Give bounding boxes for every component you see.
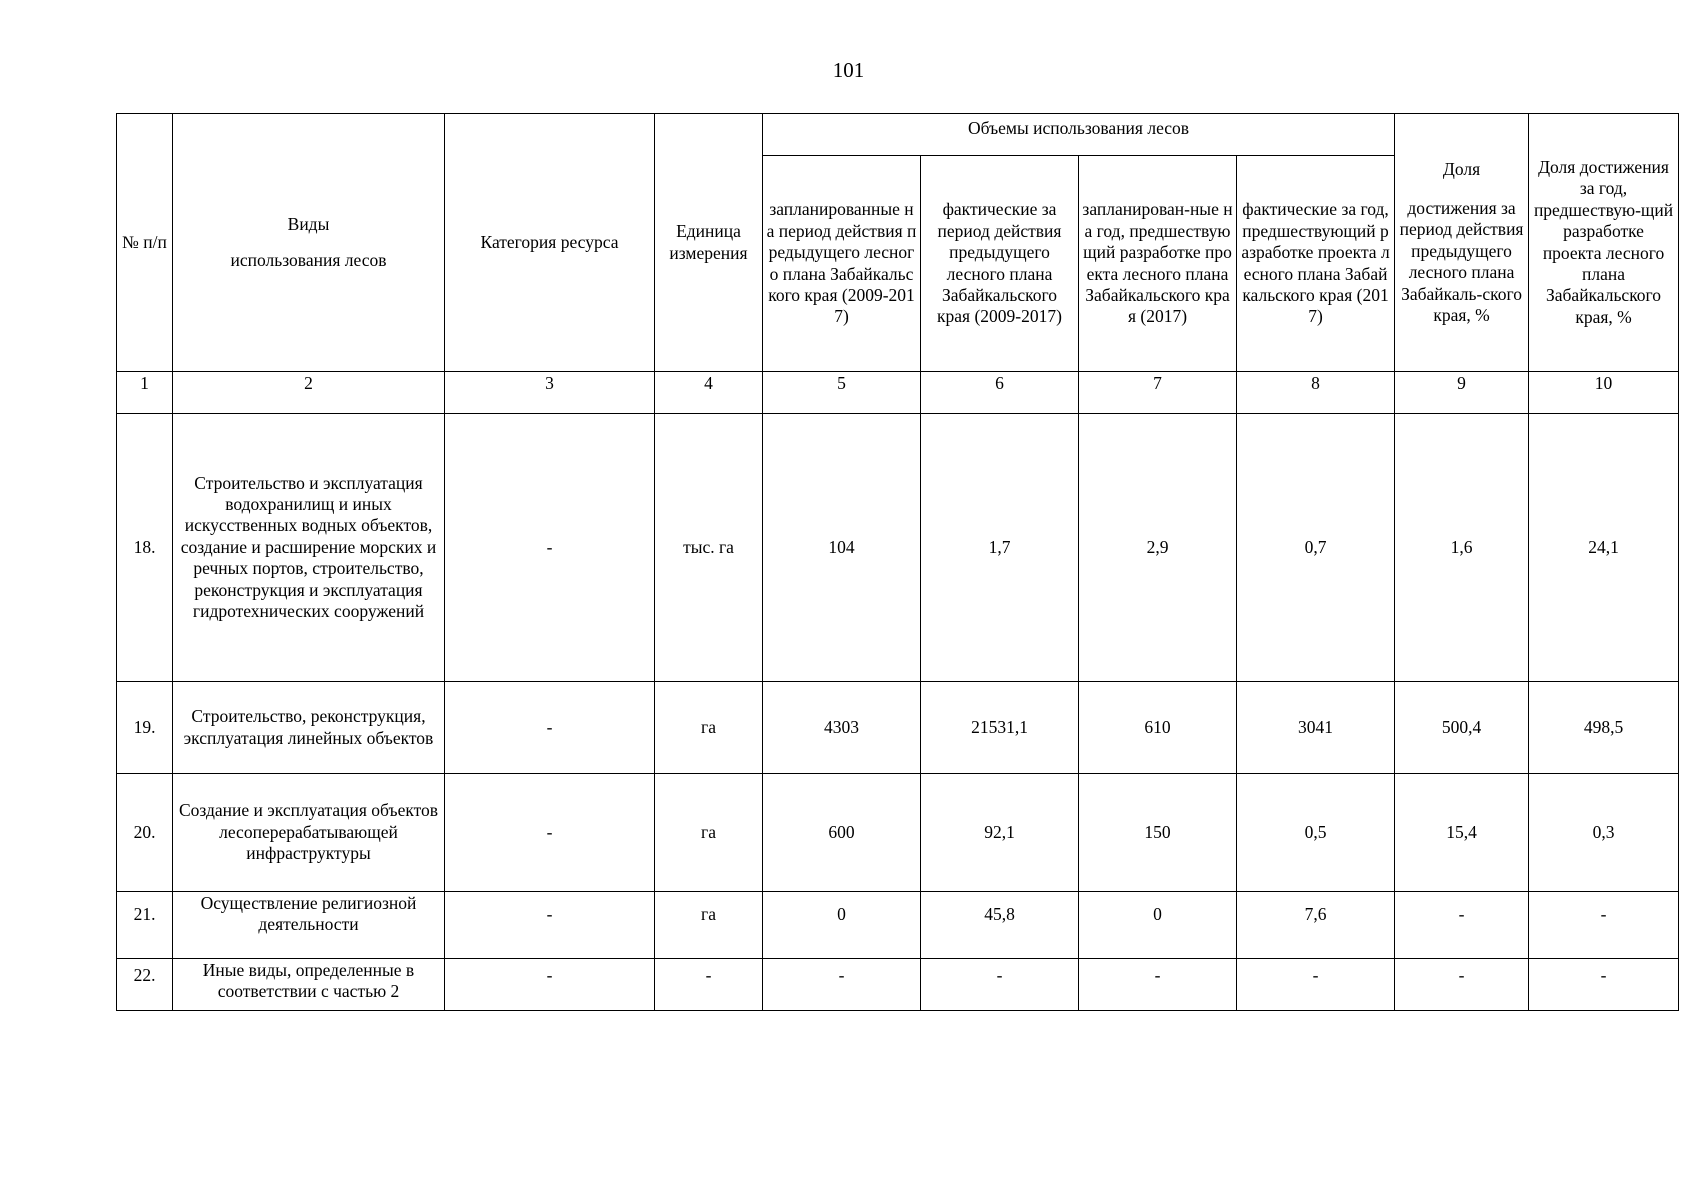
use-type-cell: Строительство, реконструкция, эксплуатация линейных объектов [173, 682, 445, 774]
share-year-cell: 498,5 [1529, 682, 1679, 774]
planned-period-cell: 600 [763, 774, 921, 892]
header-share-period [1395, 114, 1529, 372]
header-share-year: Доля достижения за год, предшествую-щий разработке проекта лесного плана Забайкальского края, % [1529, 114, 1679, 372]
use-type-cell: Осуществление религиозной деятельности [173, 892, 445, 959]
column-number: 1 [117, 372, 173, 414]
category-cell: - [445, 959, 655, 1011]
category-cell: - [445, 892, 655, 959]
actual-year-cell: 3041 [1237, 682, 1395, 774]
use-type-cell: Иные виды, определенные в соответствии с частью 2 [173, 959, 445, 1011]
share-period-cell: - [1395, 892, 1529, 959]
table-row [117, 414, 1679, 682]
column-number: 6 [921, 372, 1079, 414]
actual-period-cell: 1,7 [921, 414, 1079, 682]
actual-period-cell: 45,8 [921, 892, 1079, 959]
column-number: 8 [1237, 372, 1395, 414]
header-share-period-line1: Доля [1442, 158, 1481, 179]
use-type-cell: Строительство и эксплуатация водохранилищ и иных искусственных водных объектов, создание и расширение морских и речных портов, строительство, реконструкция и эксплуатация гидротехнических сооружений [173, 414, 445, 682]
row-number: 20. [117, 774, 173, 892]
actual-period-cell: 21531,1 [921, 682, 1079, 774]
column-number: 4 [655, 372, 763, 414]
column-number: 9 [1395, 372, 1529, 414]
planned-period-cell: 104 [763, 414, 921, 682]
header-actual-period: фактические за период действия предыдущего лесного плана Забайкальского края (2009-2017) [921, 156, 1079, 372]
actual-year-cell: - [1237, 959, 1395, 1011]
header-category: Категория ресурса [445, 114, 655, 372]
share-period-cell: 15,4 [1395, 774, 1529, 892]
row-number: 18. [117, 414, 173, 682]
table-row [117, 774, 1679, 892]
row-number: 19. [117, 682, 173, 774]
column-number: 2 [173, 372, 445, 414]
column-number: 3 [445, 372, 655, 414]
header-planned-period: запланированные на период действия предыдущего лесного плана Забайкальского края (2009-2017) [763, 156, 921, 372]
use-type-cell: Создание и эксплуатация объектов лесоперерабатывающей инфраструктуры [173, 774, 445, 892]
actual-year-cell: 0,5 [1237, 774, 1395, 892]
category-cell: - [445, 774, 655, 892]
table-row [117, 959, 1679, 1011]
column-number: 7 [1079, 372, 1237, 414]
header-actual-year: фактические за год, предшествующий разработке проекта лесного плана Забайкальского края (2017) [1237, 156, 1395, 372]
table-row [117, 892, 1679, 959]
header-planned-year: запланирован-ные на год, предшествующий разработке проекта лесного плана Забайкальского края (2017) [1079, 156, 1237, 372]
header-use-type-line1: Виды [287, 214, 330, 235]
column-number: 10 [1529, 372, 1679, 414]
row-number: 21. [117, 892, 173, 959]
unit-cell: га [655, 682, 763, 774]
category-cell: - [445, 682, 655, 774]
column-numbers-row [117, 372, 1679, 414]
share-period-cell: 1,6 [1395, 414, 1529, 682]
share-year-cell: - [1529, 892, 1679, 959]
planned-year-cell: 150 [1079, 774, 1237, 892]
header-unit: Единица измерения [655, 114, 763, 372]
planned-year-cell: 0 [1079, 892, 1237, 959]
planned-period-cell: 4303 [763, 682, 921, 774]
actual-year-cell: 0,7 [1237, 414, 1395, 682]
planned-year-cell: 610 [1079, 682, 1237, 774]
category-cell: - [445, 414, 655, 682]
header-use-type [173, 114, 445, 372]
planned-period-cell: - [763, 959, 921, 1011]
planned-period-cell: 0 [763, 892, 921, 959]
page-number: 101 [832, 58, 865, 82]
header-row-1 [117, 114, 1679, 156]
share-year-cell: 24,1 [1529, 414, 1679, 682]
share-year-cell: 0,3 [1529, 774, 1679, 892]
share-year-cell: - [1529, 959, 1679, 1011]
actual-year-cell: 7,6 [1237, 892, 1395, 959]
table-row [117, 682, 1679, 774]
forest-use-table [116, 113, 1679, 1011]
actual-period-cell: 92,1 [921, 774, 1079, 892]
header-share-period-line2: достижения за период действия предыдущего лесного плана Забайкаль-ского края, % [1399, 198, 1524, 325]
header-volumes-group: Объемы использования лесов [763, 114, 1395, 156]
unit-cell: - [655, 959, 763, 1011]
unit-cell: тыс. га [655, 414, 763, 682]
unit-cell: га [655, 892, 763, 959]
column-number: 5 [763, 372, 921, 414]
share-period-cell: - [1395, 959, 1529, 1011]
header-use-type-line2: использования лесов [230, 249, 387, 270]
planned-year-cell: 2,9 [1079, 414, 1237, 682]
planned-year-cell: - [1079, 959, 1237, 1011]
share-period-cell: 500,4 [1395, 682, 1529, 774]
unit-cell: га [655, 774, 763, 892]
header-num: № п/п [117, 114, 173, 372]
row-number: 22. [117, 959, 173, 1011]
actual-period-cell: - [921, 959, 1079, 1011]
